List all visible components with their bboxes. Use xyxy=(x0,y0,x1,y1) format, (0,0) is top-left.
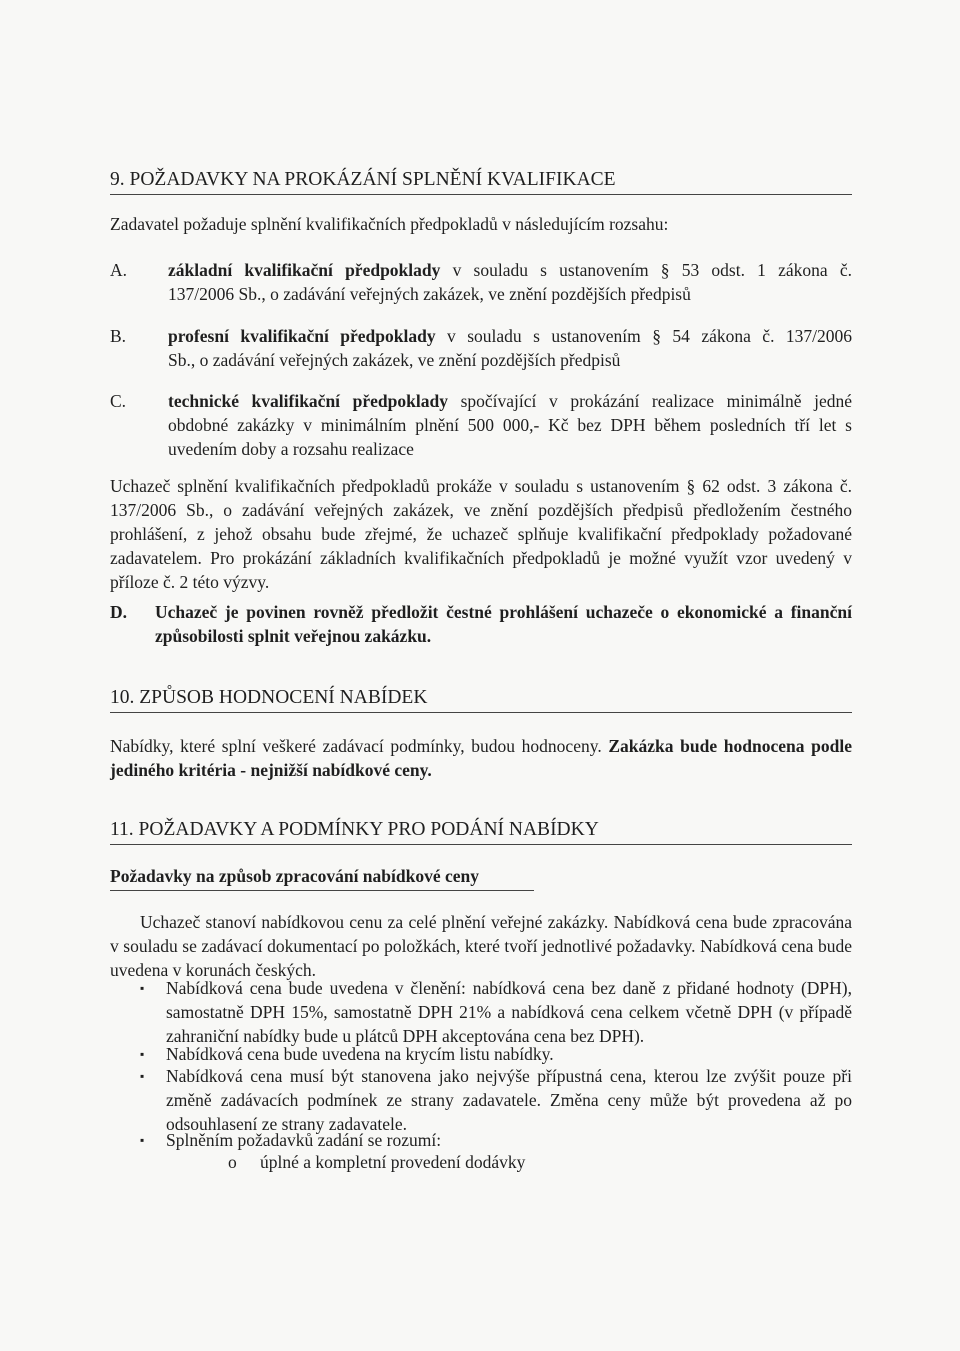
item-a-text-rest: 137/2006 Sb., o zadávání veřejných zakázek, ve znění pozdějších předpisů xyxy=(168,284,691,304)
item-b-bold: profesní kvalifikační předpoklady xyxy=(168,326,436,346)
item-c-text-rest: obdobné zakázky v minimálním plnění 500 000,- Kč bez DPH během posledních tří let s uvedením doby a rozsahu realizace xyxy=(168,415,852,459)
item-a-bold: základní kvalifikační předpoklady xyxy=(168,260,441,280)
sub-bullet-marker: o xyxy=(228,1152,237,1172)
bullet-icon: ▪ xyxy=(140,1133,145,1147)
item-c-text1: spočívající v prokázání realizace minimálně jedné xyxy=(447,391,853,411)
item-c-line1 xyxy=(168,389,852,413)
item-b-line1 xyxy=(168,324,852,348)
section-9-paragraph: Uchazeč splnění kvalifikačních předpokladů prokáže v souladu s ustanovením § 62 odst. 3 zákona č. 137/2006 Sb., o zadávání veřejných zakázek, ve znění pozdějších předpisů předložením čestného prohlášení, z jehož obsahu bude zřejmé, že uchazeč splňuje kvalifikační předpoklady požadované zadavatelem. Pro prokázání základních kvalifikačních předpokladů je možné využít vzor uvedený v příloze č. 2 této výzvy. xyxy=(110,476,852,592)
section-11-subheading: Požadavky na způsob zpracování nabídkové ceny xyxy=(110,864,534,891)
section-9-intro: Zadavatel požaduje splnění kvalifikačních předpokladů v následujícím rozsahu: xyxy=(110,214,669,234)
item-a-letter: A. xyxy=(110,260,128,280)
section-11-heading: 11. POŽADAVKY A PODMÍNKY PRO PODÁNÍ NABÍDKY xyxy=(110,818,852,845)
item-c-letter: C. xyxy=(110,391,127,411)
item-a-line1 xyxy=(168,258,852,282)
item-b-letter: B. xyxy=(110,326,127,346)
section-10-criterion: Zakázka bude hodnocena podle jediného kritéria - nejnižší nabídkové ceny. xyxy=(110,736,852,780)
item-d-letter: D. xyxy=(110,602,128,622)
section-10-text: Nabídky, které splní veškeré zadávací podmínky, budou hodnoceny. xyxy=(110,736,609,756)
bullet-1-text: Nabídková cena bude uvedena v členění: nabídková cena bez daně z přidané hodnoty (DPH), samostatně DPH 15%, samostatně DPH 21% a nabídková cena celkem včetně DPH (v případě zahraniční nabídky bude u plátců DPH akceptována cena bez DPH). xyxy=(166,978,852,1046)
item-a-text1: v souladu s ustanovením § 53 odst. 1 zákona č. xyxy=(440,260,852,280)
bullet-2-text: Nabídková cena bude uvedena na krycím listu nabídky. xyxy=(166,1044,554,1064)
bullet-icon: ▪ xyxy=(140,1047,145,1061)
item-b-text1: v souladu s ustanovením § 54 zákona č. 137/2006 xyxy=(435,326,852,346)
bullet-icon: ▪ xyxy=(140,981,145,995)
bullet-icon: ▪ xyxy=(140,1069,145,1083)
section-9-heading: 9. POŽADAVKY NA PROKÁZÁNÍ SPLNĚNÍ KVALIFIKACE xyxy=(110,168,852,195)
bullet-4-text: Splněním požadavků zadání se rozumí: xyxy=(166,1130,442,1150)
sub-bullet-text: úplné a kompletní provedení dodávky xyxy=(260,1152,526,1172)
item-b-text-rest: Sb., o zadávání veřejných zakázek, ve znění pozdějších předpisů xyxy=(168,350,621,370)
item-c-bold: technické kvalifikační předpoklady xyxy=(168,391,448,411)
item-d-text: Uchazeč je povinen rovněž předložit čestné prohlášení uchazeče o ekonomické a finanční způsobilosti splnit veřejnou zakázku. xyxy=(155,602,852,646)
section-11-paragraph: Uchazeč stanoví nabídkovou cenu za celé plnění veřejné zakázky. Nabídková cena bude zpracována v souladu se zadávací dokumentací po položkách, které tvoří jednotlivé požadavky. Nabídková cena bude uvedena v korunách českých. xyxy=(110,912,852,980)
section-10-paragraph xyxy=(110,734,852,782)
section-10-heading: 10. ZPŮSOB HODNOCENÍ NABÍDEK xyxy=(110,686,852,713)
bullet-3-text: Nabídková cena musí být stanovena jako nejvýše přípustná cena, kterou lze zvýšit pouze při změně zadávacích podmínek ze strany zadavatele. Změna ceny může být provedena až po odsouhlasení ze strany zadavatele. xyxy=(166,1066,852,1134)
